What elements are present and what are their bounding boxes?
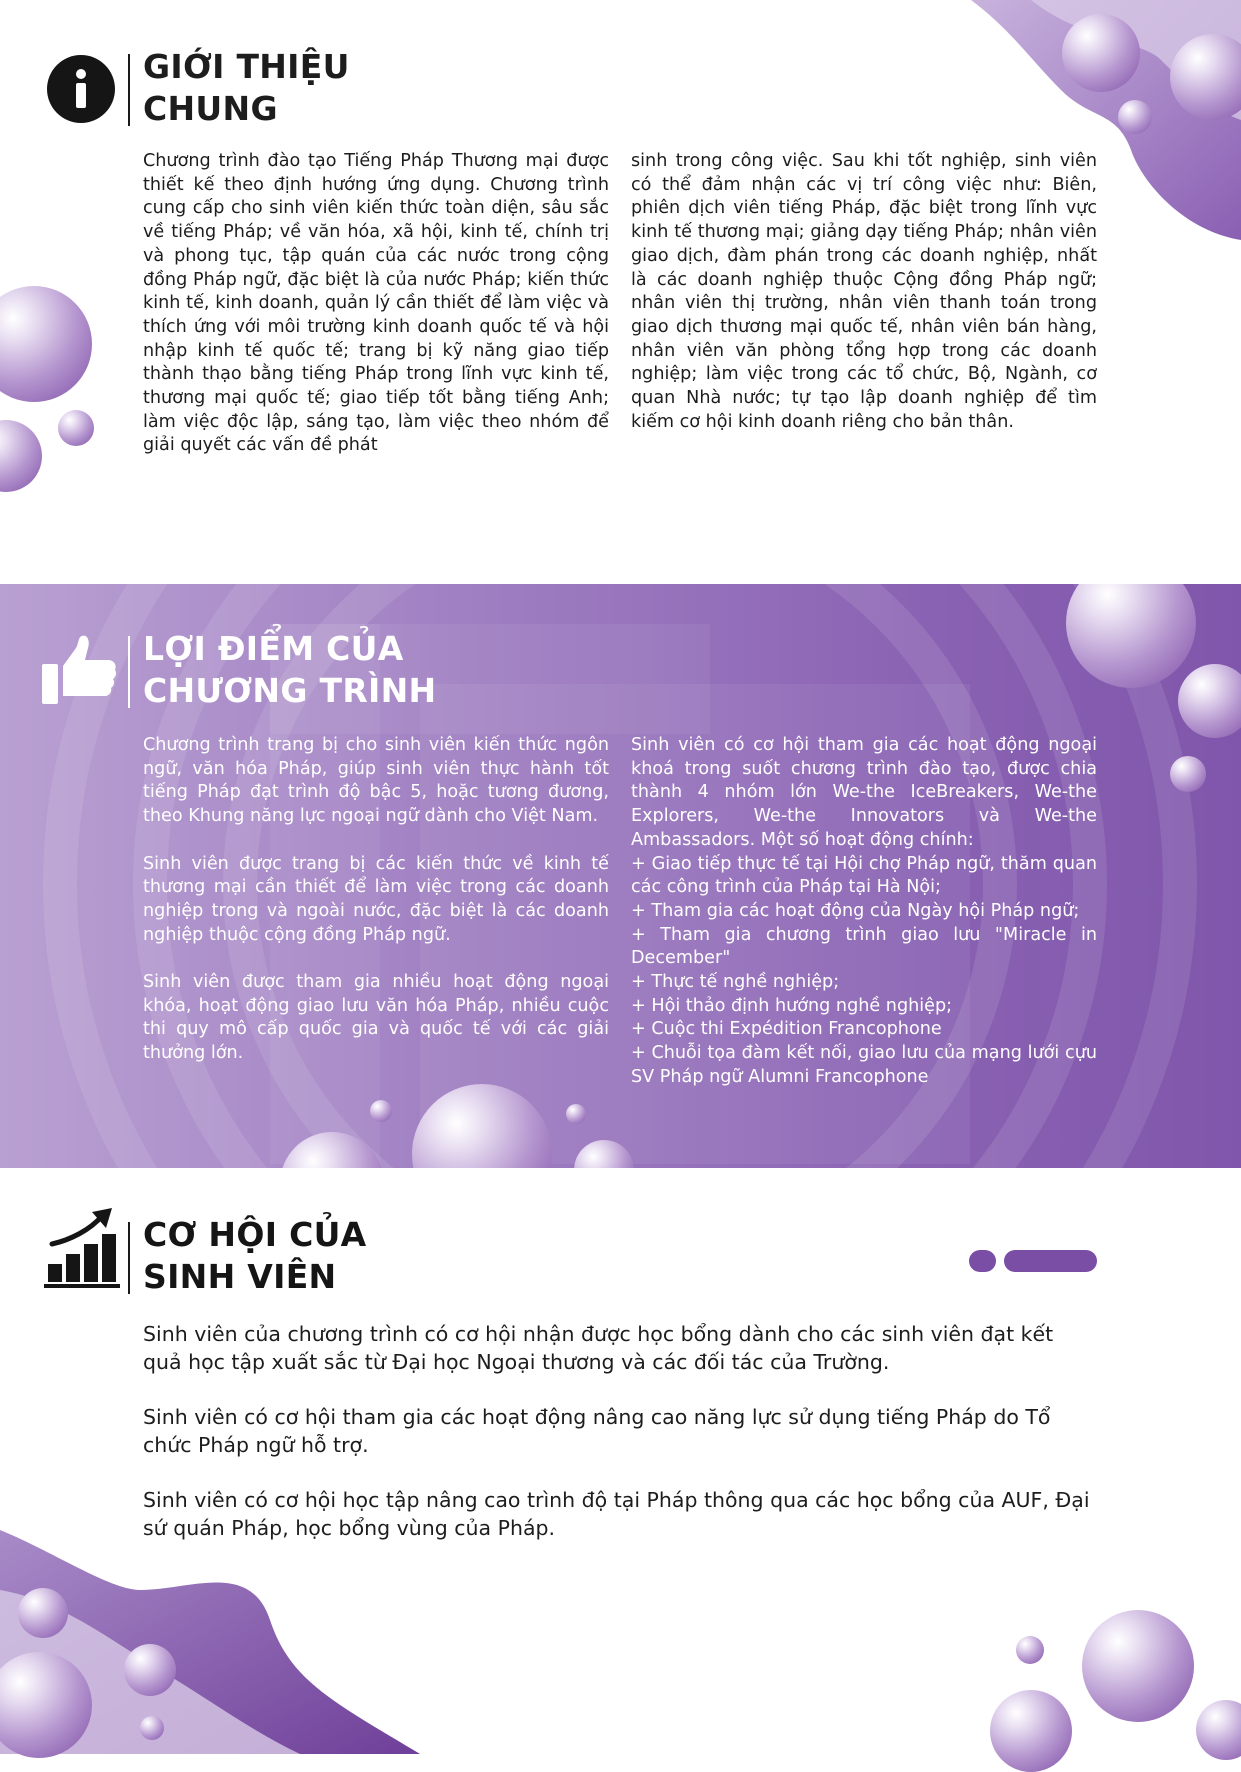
intro-text-right	[631, 150, 1097, 434]
list-item: + Giao tiếp thực tế tại Hội chợ Pháp ngữ, thăm quan các công trình của Pháp tại Hà Nội;	[631, 853, 1097, 898]
paragraph: sinh trong công việc. Sau khi tốt nghiệp, sinh viên có thể đảm nhận các vị trí công việc như: Biên, phiên dịch viên tiếng Pháp, đặc biệt trong lĩnh vực kinh tế thương mại; giảng dạy tiếng Pháp; nhân viên giao dịch, đàm phán trong các doanh nghiệp, nhất là các doanh nghiệp thuộc Cộng đồng Pháp ngữ; nhân viên thị trường, nhân viên thanh toán trong giao dịch thương mại quốc tế, nhân viên bán hàng, nhân viên văn phòng tổng hợp trong các doanh nghiệp; làm việc trong các tổ chức, Bộ, Ngành, cơ quan Nhà nước; tự tạo lập doanh nghiệp để tìm kiếm cơ hội kinh doanh riêng cho bản thân.	[631, 151, 1097, 432]
list-item: + Tham gia các hoạt động của Ngày hội Pháp ngữ;	[631, 900, 1080, 921]
paragraph: Sinh viên được trang bị các kiến thức về kinh tế thương mại cần thiết để làm việc trong các doanh nghiệp trong và ngoài nước, đặc biệt là các doanh nghiệp thuộc cộng đồng Pháp ngữ.	[143, 853, 609, 945]
paragraph: Chương trình đào tạo Tiếng Pháp Thương mại được thiết kế theo định hướng ứng dụng. Chương trình cung cấp cho sinh viên kiến thức toàn diện, sâu sắc về tiếng Pháp; về văn hóa, xã hội, kinh tế, chính trị và phong tục, tập quán của các nước trong cộng đồng Pháp ngữ, đặc biệt là của nước Pháp; kiến thức kinh tế, kinh doanh, quản lý cần thiết để làm việc và thích ứng với môi trường kinh doanh quốc tế và hội nhập kinh tế quốc tế; trang bị kỹ năng giao tiếp thành thạo bằng tiếng Pháp trong lĩnh vực kinh tế, thương mại quốc tế; giao tiếp tốt bằng tiếng Anh; làm việc độc lập, sáng tạo, làm việc theo nhóm để giải quyết các vấn đề phát	[143, 151, 609, 456]
decorative-pill	[969, 1250, 996, 1272]
decorative-sphere	[140, 1716, 164, 1740]
paragraph: Sinh viên có cơ hội tham gia các hoạt động ngoại khoá trong suốt chương trình đào tạo, được chia thành 4 nhóm lớn We-the IceBreakers, We-the Explorers, We-the Innovators và We-the Ambassadors. Một số hoạt động chính:	[631, 735, 1097, 850]
decorative-sphere	[1196, 1700, 1241, 1760]
paragraph: Sinh viên của chương trình có cơ hội nhận được học bổng dành cho các sinh viên đạt kết quả học tập xuất sắc từ Đại học Ngoại thương và các đối tác của Trường.	[143, 1322, 1054, 1374]
decorative-sphere	[0, 420, 42, 492]
decorative-sphere	[18, 1588, 68, 1638]
decorative-sphere	[370, 1100, 392, 1122]
paragraph: Chương trình trang bị cho sinh viên kiến thức ngôn ngữ, văn hóa Pháp, giúp sinh viên thực hành tốt tiếng Pháp đạt trình độ bậc 5, hoặc tương đương, theo Khung năng lực ngoại ngữ dành cho Việt Nam.	[143, 735, 609, 827]
decorative-sphere	[1016, 1636, 1044, 1664]
section-title-line: LỢI ĐIỂM CỦA	[143, 629, 404, 668]
list-item: + Cuộc thi Expédition Francophone	[631, 1019, 942, 1040]
section-title-line: GIỚI THIỆU	[143, 47, 350, 86]
info-icon	[46, 54, 116, 124]
decorative-sphere	[0, 286, 92, 402]
heading-divider	[128, 1222, 130, 1294]
list-item: + Chuỗi tọa đàm kết nối, giao lưu của mạng lưới cựu SV Pháp ngữ Alumni Francophone	[631, 1043, 1097, 1087]
advantages-text-right	[631, 734, 1097, 1090]
heading-divider	[128, 54, 130, 126]
list-item: + Thực tế nghề nghiệp;	[631, 972, 840, 993]
paragraph: Sinh viên có cơ hội học tập nâng cao trình độ tại Pháp thông qua các học bổng của AUF, Đại sứ quán Pháp, học bổng vùng của Pháp.	[143, 1488, 1090, 1540]
section-title-line: CHUNG	[143, 89, 278, 128]
intro-text-left	[143, 150, 609, 458]
decorative-sphere	[990, 1690, 1072, 1772]
section-title-intro	[143, 46, 350, 130]
decorative-sphere	[1082, 1610, 1194, 1722]
paragraph: Sinh viên có cơ hội tham gia các hoạt động nâng cao năng lực sử dụng tiếng Pháp do Tổ chức Pháp ngữ hỗ trợ.	[143, 1405, 1051, 1457]
decorative-sphere	[58, 410, 94, 446]
list-item: + Tham gia chương trình giao lưu "Miracle in December"	[631, 924, 1097, 969]
growth-chart-icon	[44, 1206, 120, 1290]
decorative-sphere	[566, 1104, 586, 1124]
decorative-sphere	[124, 1644, 176, 1696]
section-title-opportunities	[143, 1214, 367, 1298]
section-title-line: SINH VIÊN	[143, 1257, 337, 1296]
heading-divider	[128, 636, 130, 708]
thumbs-up-icon	[42, 634, 112, 704]
section-title-advantages	[143, 628, 436, 712]
decorative-pill	[1004, 1250, 1097, 1272]
section-title-line: CƠ HỘI CỦA	[143, 1215, 367, 1254]
advantages-text-left	[143, 734, 609, 1066]
decorative-sphere	[1062, 14, 1140, 92]
decorative-sphere	[1170, 756, 1206, 792]
list-item: + Hội thảo định hướng nghề nghiệp;	[631, 995, 953, 1016]
advantages-section	[0, 584, 1241, 1168]
paragraph: Sinh viên được tham gia nhiều hoạt động ngoại khóa, hoạt động giao lưu văn hóa Pháp, nhiều cuộc thi quy mô cấp quốc gia và quốc tế với các giải thưởng lớn.	[143, 972, 609, 1064]
section-title-line: CHƯƠNG TRÌNH	[143, 671, 437, 710]
decorative-sphere	[1118, 100, 1152, 134]
